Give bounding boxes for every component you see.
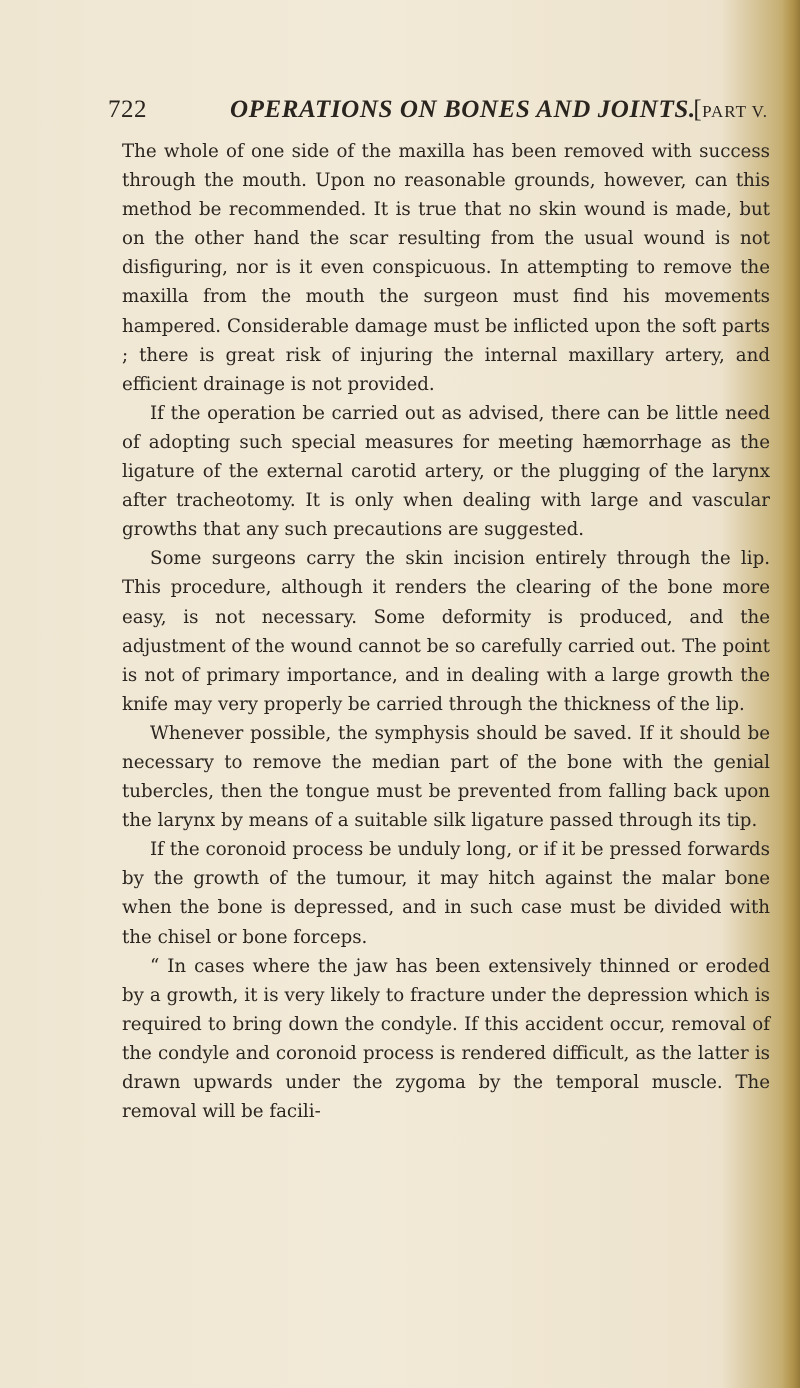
page-edge-shadow [782, 0, 800, 1388]
part-bracket: [ [693, 96, 703, 123]
paragraph-haemorrhage: If the operation be carried out as advised, there can be little need of adopting such special measures for meeting hæmorrhage as the ligature of the external carotid artery, or the plugging of the larynx after tracheotomy. It is only when dealing with large and vascular growths that any such precautions are suggested. [122, 402, 770, 541]
paragraph-quotation: “ In cases where the jaw has been extensively thinned or eroded by a growth, it is very likely to fracture under the depression which is required to bring down the condyle. If this accident occur, removal of the condyle and coronoid process is rendered difficult, as the latter is drawn upwards under the zygoma by the temporal muscle. The removal will be facili- [122, 955, 770, 1123]
running-title: OPERATIONS ON BONES AND JOINTS. [230, 96, 696, 123]
part-label [693, 96, 768, 124]
paragraph-symphysis: Whenever possible, the symphysis should be saved. If it should be necessary to remove the median part of the bone with the genial tubercles, then the tongue must be prevented from falling back upon the larynx by means of a suitable silk ligature passed through its tip. [122, 722, 770, 832]
body-text [122, 137, 770, 1126]
paragraph-maxilla-removal: The whole of one side of the maxilla has been removed with success through the mouth. Upon no reasonable grounds, however, can this method be recommended. It is true that no skin wound is made, but on the other hand the scar resulting from the usual wound is not disfiguring, nor is it even conspicuous. In attempting to remove the maxilla from the mouth the surgeon must find his movements hampered. Considerable damage must be inflicted upon the soft parts ; there is great risk of injuring the internal maxillary artery, and efficient drainage is not provided. [122, 141, 770, 395]
part-label-text: PART V. [702, 102, 768, 121]
paragraph-coronoid-process: If the coronoid process be unduly long, or if it be pressed forwards by the growth of the tumour, it may hitch against the malar bone when the bone is depressed, and in such case must be divided with the chisel or bone forceps. [122, 839, 770, 948]
paragraph-lip-incision: Some surgeons carry the skin incision entirely through the lip. This procedure, although it renders the clearing of the bone more easy, is not necessary. Some deformity is produced, and the adjustment of the wound cannot be so carefully carried out. The point is not of primary importance, and in dealing with a large growth the knife may very properly be carried through the thickness of the lip. [122, 548, 770, 715]
page-header [108, 96, 768, 126]
page-number: 722 [108, 96, 147, 123]
